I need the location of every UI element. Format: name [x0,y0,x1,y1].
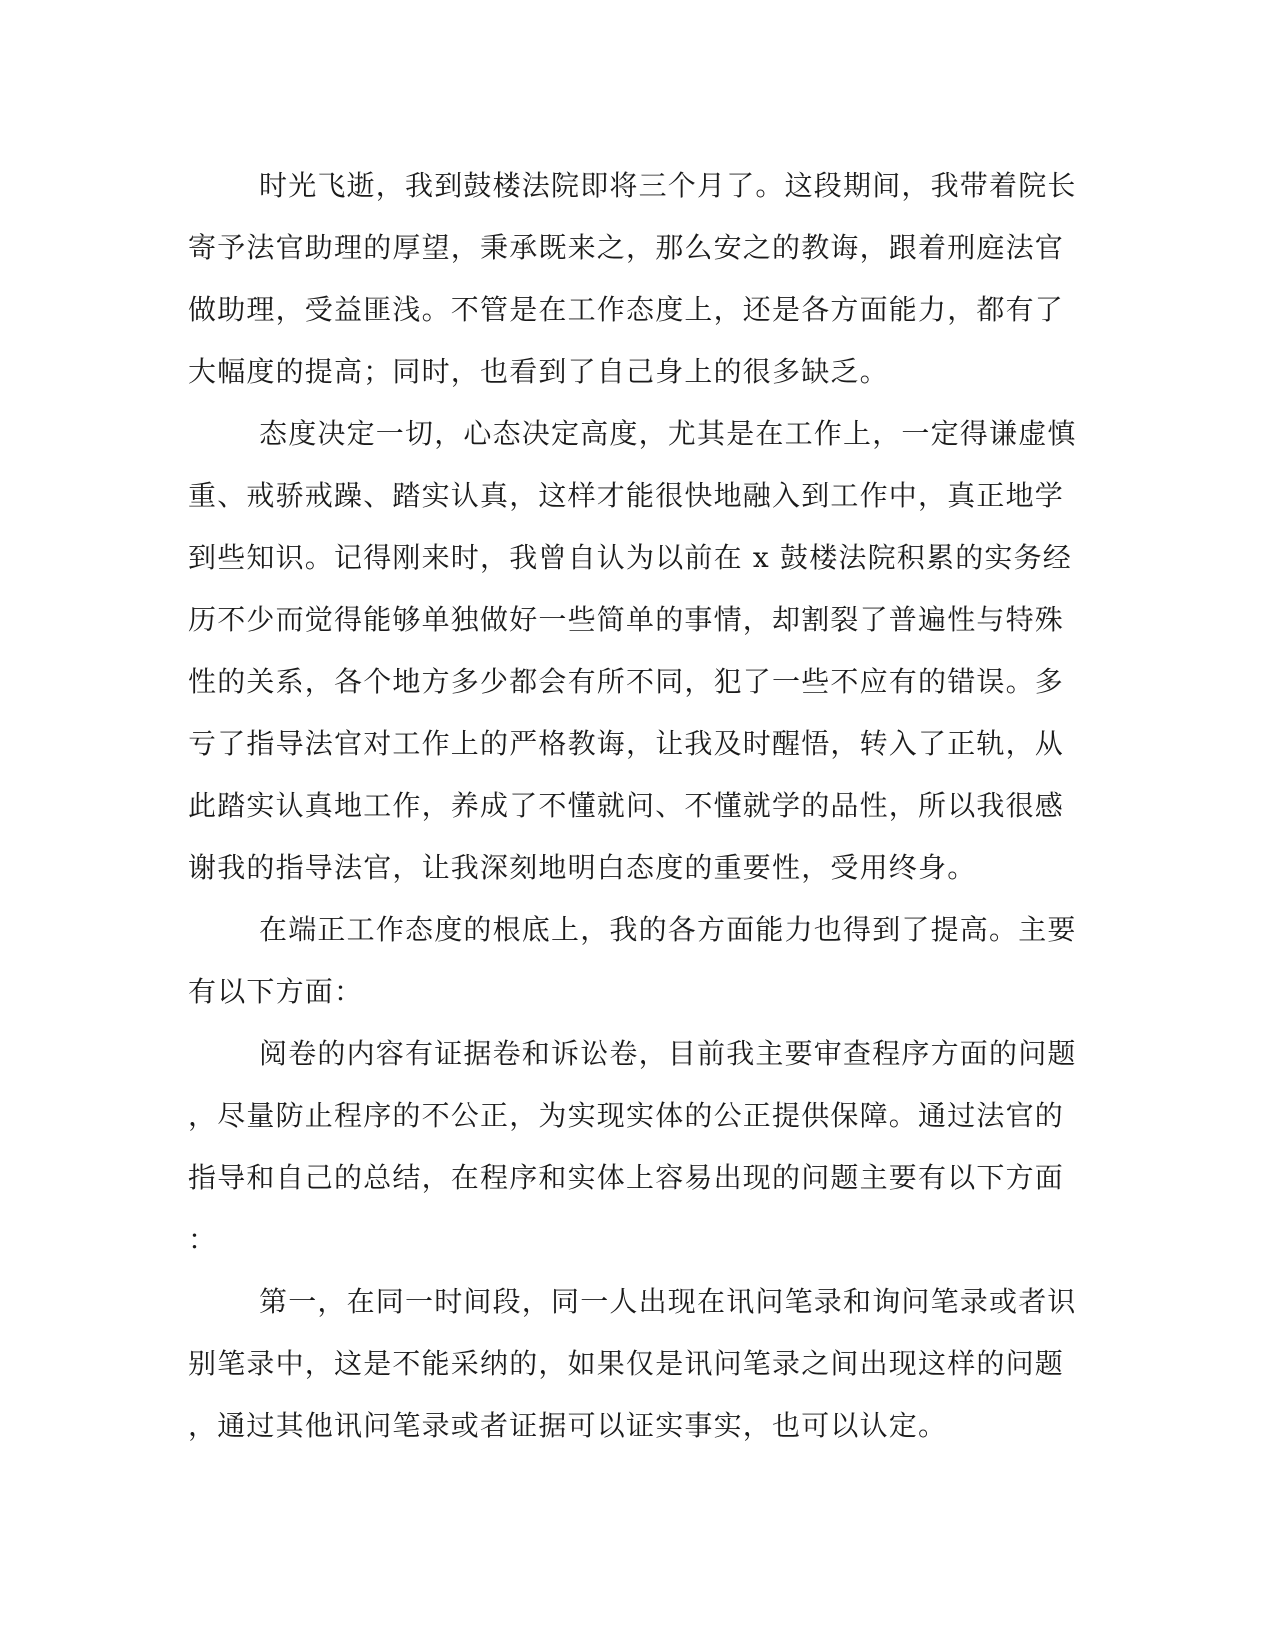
text-line: 阅卷的内容有证据卷和诉讼卷，目前我主要审查程序方面的问题 [259,1037,1077,1070]
text-line: 亏了指导法官对工作上的严格教诲，让我及时醒悟，转入了正轨，从 [188,727,1065,760]
text-line: ： [188,1223,218,1256]
text-line: 时光飞逝，我到鼓楼法院即将三个月了。这段期间，我带着院长 [259,169,1077,202]
text-line: 第一，在同一时间段，同一人出现在讯问笔录和询问笔录或者识 [259,1285,1077,1318]
text-line: 历不少而觉得能够单独做好一些简单的事情，却割裂了普遍性与特殊 [188,603,1065,636]
text-line: 别笔录中，这是不能采纳的，如果仅是讯问笔录之间出现这样的问题 [188,1347,1065,1380]
text-line: 有以下方面： [188,975,364,1008]
text-line: 性的关系，各个地方多少都会有所不同，犯了一些不应有的错误。多 [188,665,1065,698]
text-line: ，通过其他讯问笔录或者证据可以证实事实，也可以认定。 [188,1409,948,1442]
document-body [188,155,1077,1457]
text-line: 指导和自己的总结，在程序和实体上容易出现的问题主要有以下方面 [188,1161,1065,1194]
text-line: 态度决定一切，心态决定高度，尤其是在工作上，一定得谦虚慎 [259,417,1077,450]
text-line: 在端正工作态度的根底上，我的各方面能力也得到了提高。主要 [259,913,1077,946]
text-line: 寄予法官助理的厚望，秉承既来之，那么安之的教诲，跟着刑庭法官 [188,231,1065,264]
text-line: 重、戒骄戒躁、踏实认真，这样才能很快地融入到工作中，真正地学 [188,479,1065,512]
text-line: 大幅度的提高；同时，也看到了自己身上的很多缺乏。 [188,355,889,388]
text-line: 到些知识。记得刚来时，我曾自认为以前在 x 鼓楼法院积累的实务经 [188,541,1072,574]
text-line: 做助理，受益匪浅。不管是在工作态度上，还是各方面能力，都有了 [188,293,1065,326]
text-line: 此踏实认真地工作，养成了不懂就问、不懂就学的品性，所以我很感 [188,789,1065,822]
text-line: ，尽量防止程序的不公正，为实现实体的公正提供保障。通过法官的 [188,1099,1065,1132]
text-line: 谢我的指导法官，让我深刻地明白态度的重要性，受用终身。 [188,851,977,884]
